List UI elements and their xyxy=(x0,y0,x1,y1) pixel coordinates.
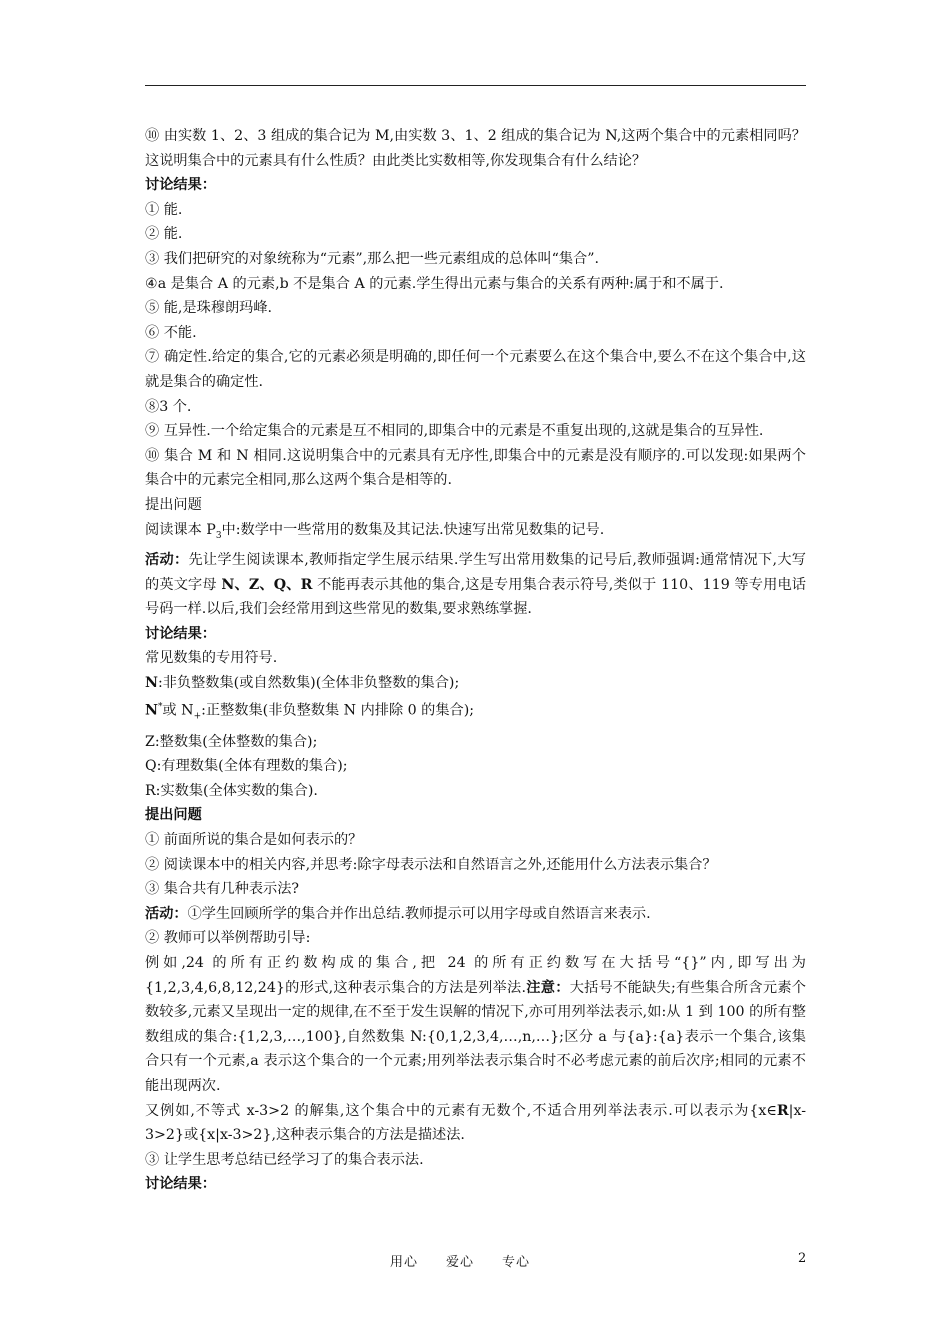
paragraph: ⑨ 互异性.一个给定集合的元素是互不相同的,即集合中的元素是不重复出现的,这就是集合的互异性. xyxy=(145,423,764,440)
paragraph xyxy=(145,902,806,927)
text-run: ①学生回顾所学的集合并作出总结.教师提示可以用字母或自然语言来表示. xyxy=(187,905,651,922)
paragraph: ⑩ 集合 M 和 N 相同.这说明集合中的元素具有无序性,即集合中的元素是没有顺序的.可以发现:如果两个集合中的元素完全相同,那么这两个集合是相等的. xyxy=(145,447,806,489)
paragraph: ④a 是集合 A 的元素,b 不是集合 A 的元素.学生得出元素与集合的关系有两种:属于和不属于. xyxy=(145,275,724,292)
page-body xyxy=(145,124,806,1197)
paragraph: ③ 集合共有几种表示法? xyxy=(145,881,299,898)
paragraph xyxy=(145,695,806,729)
text-run: 不能再表示其他的集合,这是专用集合表示符号,类似于 110、119 等专用电话号码一样.以后,我们会经常用到这些常见的数集,要求熟练掌握. xyxy=(145,576,806,618)
discussion-heading: 讨论结果： xyxy=(145,1176,216,1193)
page-number: 2 xyxy=(798,1251,807,1266)
text-run: 或 N xyxy=(162,703,194,720)
text-run: 中:数学中一些常用的数集及其记法.快速写出常见数集的记号. xyxy=(221,521,605,538)
paragraph: Z:整数集(全体整数的集合); xyxy=(145,733,318,750)
text-run: |x-3>2}或{x|x-3>2},这种表示集合的方法是描述法. xyxy=(145,1102,806,1144)
activity-label: 活动： xyxy=(145,551,189,568)
header-rule xyxy=(145,85,806,86)
paragraph xyxy=(145,548,806,622)
paragraph: ③ 让学生思考总结已经学习了的集合表示法. xyxy=(145,1151,424,1168)
text-run: 阅读课本 P xyxy=(145,521,216,538)
paragraph xyxy=(145,1099,806,1148)
text-run: 大括号不能缺失;有些集合所含元素个数较多,元素又呈现出一定的规律,在不至于发生误解的情况下,亦可用列举法表示,如:从 1 到 100 的所有整数组成的集合:{1,2,3,…,100},自然数集 N:{0,1,2,3,4,…,n,…};区分 a 与{a}:{a}表示一个集合,该集合只有一个元素,a 表示这个集合的一个元素;用列举法表示集合时不必考虑元素的前后次序;相同的元素不能出现两次. xyxy=(145,979,806,1094)
paragraph: ⑦ 确定性.给定的集合,它的元素必须是明确的,即任何一个元素要么在这个集合中,要么不在这个集合中,这就是集合的确定性. xyxy=(145,349,806,390)
section-heading: 提出问题 xyxy=(145,496,202,513)
activity-label: 活动： xyxy=(145,905,188,922)
paragraph: ② 能. xyxy=(145,226,183,243)
paragraph: ⑩ 由实数 1、2、3 组成的集合记为 M,由实数 3、1、2 组成的集合记为 N,这两个集合中的元素相同吗？这说明集合中的元素具有什么性质？由此类比实数相等,你发现集合有什么结论？ xyxy=(145,128,806,169)
superscript: * xyxy=(157,702,163,713)
discussion-heading: 讨论结果： xyxy=(145,177,216,194)
paragraph: ② 教师可以举例帮助引导: xyxy=(145,930,311,947)
text-run: 先让学生阅读课本,教师指定学生展示结果.学生写出常用数集的记号后,教师强调:通常情况下,大写的英文字母 xyxy=(145,551,806,593)
paragraph xyxy=(145,518,806,548)
paragraph: Q:有理数集(全体有理数的集合); xyxy=(145,758,348,775)
subscript: 3 xyxy=(215,530,222,541)
paragraph xyxy=(145,671,806,696)
paragraph: ② 阅读课本中的相关内容,并思考:除字母表示法和自然语言之外,还能用什么方法表示集合？ xyxy=(145,856,717,873)
symbol: N xyxy=(145,674,158,691)
paragraph: ① 前面所说的集合是如何表示的？ xyxy=(145,832,363,849)
text-run: 例如,24 的所有正约数构成的集合,把 24 的所有正约数写在大括号“{}”内,即写出为{1,2,3,4,6,8,12,24}的形式,这种表示集合的方法是列举法. xyxy=(145,954,806,996)
paragraph: 常见数集的专用符号. xyxy=(145,650,278,667)
symbol: N xyxy=(145,703,158,720)
paragraph: ⑧3 个. xyxy=(145,398,192,415)
bold-text: N、Z、Q、R xyxy=(221,576,313,593)
paragraph: ⑤ 能,是珠穆朗玛峰. xyxy=(145,300,273,317)
subscript: + xyxy=(193,712,202,723)
footer-motto: 用心 爱心 专心 xyxy=(390,1255,531,1270)
paragraph: ③ 我们把研究的对象统称为“元素”,那么把一些元素组成的总体叫“集合”. xyxy=(145,250,599,267)
text-run: :正整数集(非负整数集 N 内排除 0 的集合); xyxy=(201,703,475,720)
paragraph: R:实数集(全体实数的集合). xyxy=(145,782,318,799)
paragraph: ① 能. xyxy=(145,201,183,218)
section-heading: 提出问题 xyxy=(145,807,202,824)
text-run: :非负整数集(或自然数集)(全体非负整数的集合); xyxy=(157,674,460,691)
note-label: 注意： xyxy=(526,979,570,996)
text-run: 又例如,不等式 x-3>2 的解集,这个集合中的元素有无数个,不适合用列举法表示.可以表示为{x∈ xyxy=(145,1102,777,1119)
paragraph xyxy=(145,951,806,1099)
symbol: R xyxy=(776,1102,789,1119)
discussion-heading: 讨论结果： xyxy=(145,625,216,642)
paragraph: ⑥ 不能. xyxy=(145,324,197,341)
